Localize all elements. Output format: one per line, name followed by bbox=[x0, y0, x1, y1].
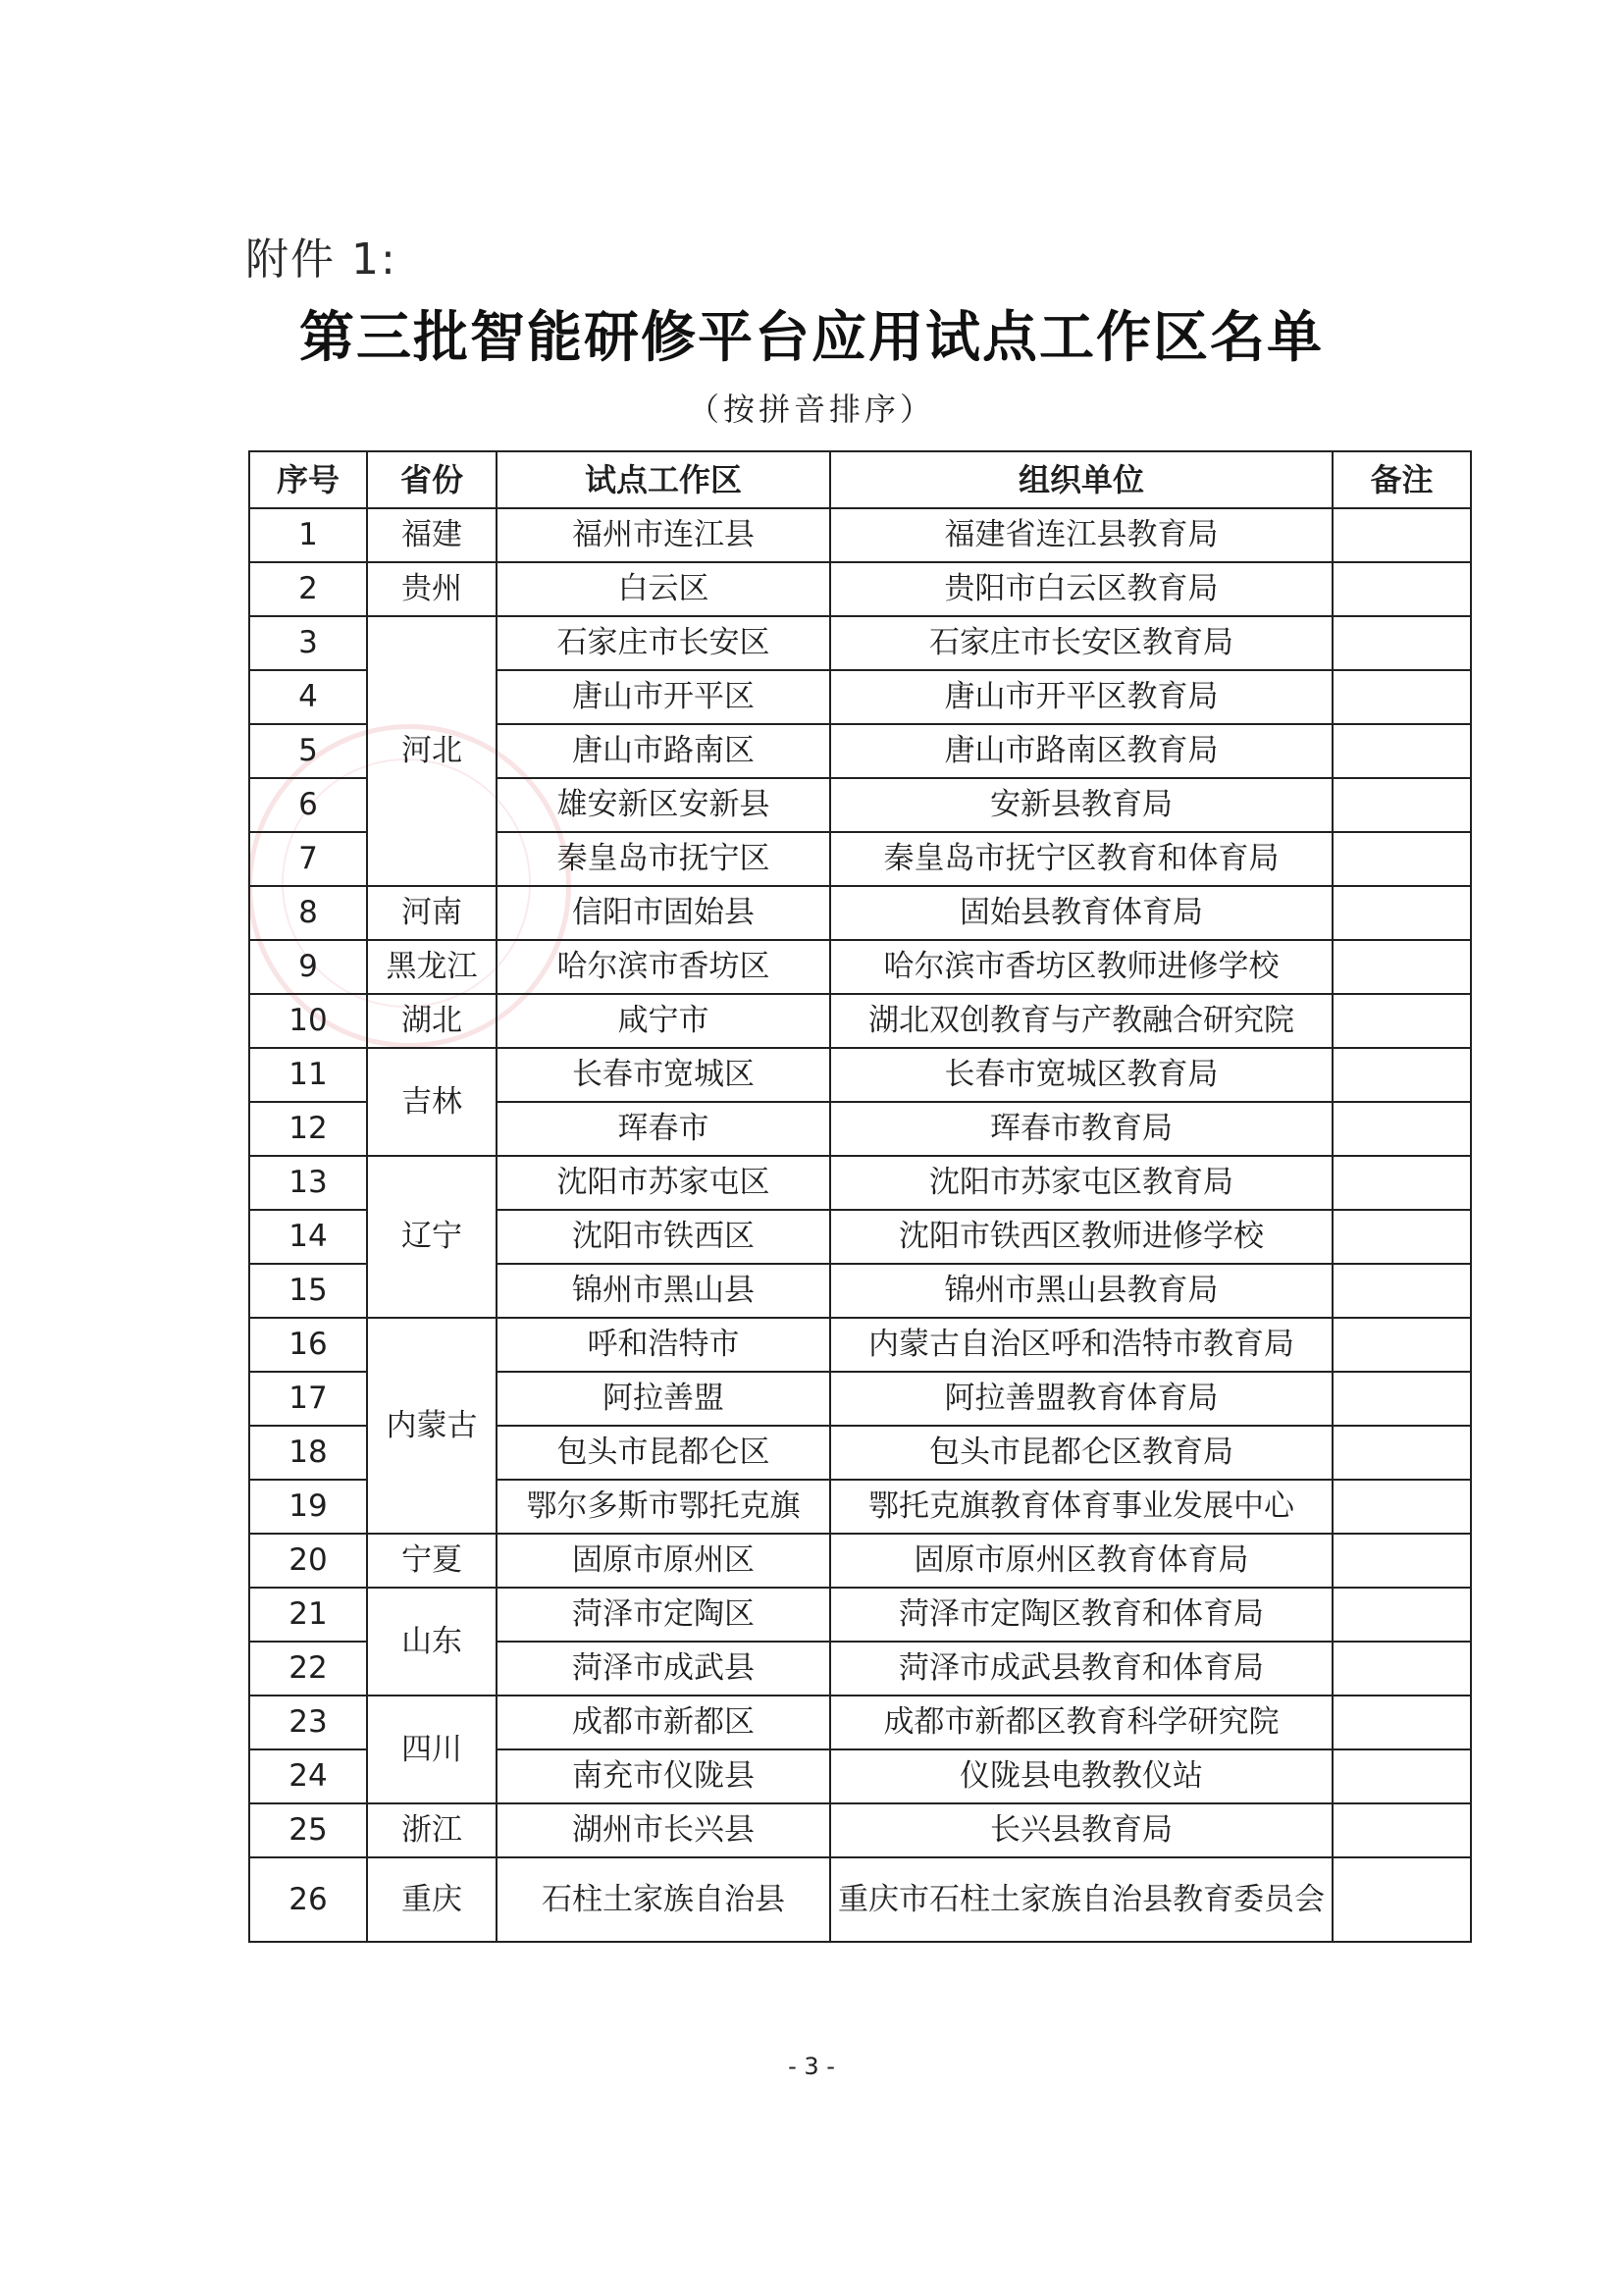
cell-area: 石家庄市长安区 bbox=[497, 616, 830, 670]
table-row bbox=[249, 1534, 1471, 1588]
cell-org: 固原市原州区教育体育局 bbox=[830, 1534, 1333, 1588]
table-row bbox=[249, 940, 1471, 994]
page-number: - 3 - bbox=[788, 2053, 835, 2080]
cell-province: 河南 bbox=[367, 886, 497, 940]
table-row bbox=[249, 994, 1471, 1048]
cell-area: 信阳市固始县 bbox=[497, 886, 830, 940]
table-row bbox=[249, 886, 1471, 940]
cell-area: 阿拉善盟 bbox=[497, 1372, 830, 1426]
cell-no: 5 bbox=[249, 724, 367, 778]
cell-no: 8 bbox=[249, 886, 367, 940]
table-row bbox=[249, 1803, 1471, 1857]
cell-org: 阿拉善盟教育体育局 bbox=[830, 1372, 1333, 1426]
table-row bbox=[249, 508, 1471, 562]
cell-note bbox=[1333, 1156, 1471, 1210]
table-row bbox=[249, 562, 1471, 616]
cell-province: 宁夏 bbox=[367, 1534, 497, 1588]
cell-org: 鄂托克旗教育体育事业发展中心 bbox=[830, 1480, 1333, 1534]
cell-note bbox=[1333, 832, 1471, 886]
cell-org: 内蒙古自治区呼和浩特市教育局 bbox=[830, 1318, 1333, 1372]
header-org: 组织单位 bbox=[830, 451, 1333, 508]
cell-no: 15 bbox=[249, 1264, 367, 1318]
cell-no: 25 bbox=[249, 1803, 367, 1857]
cell-no: 18 bbox=[249, 1426, 367, 1480]
cell-no: 6 bbox=[249, 778, 367, 832]
cell-note bbox=[1333, 778, 1471, 832]
page-title: 第三批智能研修平台应用试点工作区名单 bbox=[299, 306, 1324, 370]
cell-org: 哈尔滨市香坊区教师进修学校 bbox=[830, 940, 1333, 994]
cell-area: 菏泽市成武县 bbox=[497, 1642, 830, 1696]
cell-note bbox=[1333, 1264, 1471, 1318]
cell-no: 13 bbox=[249, 1156, 367, 1210]
cell-note bbox=[1333, 886, 1471, 940]
table-header-row bbox=[249, 451, 1471, 508]
cell-org: 安新县教育局 bbox=[830, 778, 1333, 832]
cell-org: 菏泽市定陶区教育和体育局 bbox=[830, 1588, 1333, 1642]
cell-note bbox=[1333, 1534, 1471, 1588]
cell-area: 成都市新都区 bbox=[497, 1696, 830, 1749]
cell-note bbox=[1333, 562, 1471, 616]
cell-area: 唐山市路南区 bbox=[497, 724, 830, 778]
cell-note bbox=[1333, 1642, 1471, 1696]
cell-org: 固始县教育体育局 bbox=[830, 886, 1333, 940]
cell-area: 咸宁市 bbox=[497, 994, 830, 1048]
cell-no: 24 bbox=[249, 1749, 367, 1803]
cell-no: 17 bbox=[249, 1372, 367, 1426]
cell-org: 长春市宽城区教育局 bbox=[830, 1048, 1333, 1102]
cell-note bbox=[1333, 1048, 1471, 1102]
cell-org: 沈阳市铁西区教师进修学校 bbox=[830, 1210, 1333, 1264]
cell-no: 22 bbox=[249, 1642, 367, 1696]
cell-org: 成都市新都区教育科学研究院 bbox=[830, 1696, 1333, 1749]
cell-org: 唐山市开平区教育局 bbox=[830, 670, 1333, 724]
cell-province: 福建 bbox=[367, 508, 497, 562]
table-row bbox=[249, 1588, 1471, 1642]
header-province: 省份 bbox=[367, 451, 497, 508]
cell-area: 固原市原州区 bbox=[497, 1534, 830, 1588]
cell-province: 四川 bbox=[367, 1696, 497, 1803]
cell-area: 珲春市 bbox=[497, 1102, 830, 1156]
cell-no: 19 bbox=[249, 1480, 367, 1534]
cell-no: 16 bbox=[249, 1318, 367, 1372]
cell-org: 湖北双创教育与产教融合研究院 bbox=[830, 994, 1333, 1048]
cell-no: 11 bbox=[249, 1048, 367, 1102]
cell-org: 包头市昆都仑区教育局 bbox=[830, 1426, 1333, 1480]
header-area: 试点工作区 bbox=[497, 451, 830, 508]
cell-no: 2 bbox=[249, 562, 367, 616]
cell-no: 1 bbox=[249, 508, 367, 562]
cell-no: 7 bbox=[249, 832, 367, 886]
cell-note bbox=[1333, 616, 1471, 670]
table-row bbox=[249, 1857, 1471, 1942]
table-row bbox=[249, 1318, 1471, 1372]
pilot-area-table bbox=[248, 450, 1472, 1943]
attachment-label: 附件 1: bbox=[245, 235, 397, 285]
cell-note bbox=[1333, 670, 1471, 724]
cell-no: 9 bbox=[249, 940, 367, 994]
cell-note bbox=[1333, 508, 1471, 562]
cell-org: 珲春市教育局 bbox=[830, 1102, 1333, 1156]
cell-org: 秦皇岛市抚宁区教育和体育局 bbox=[830, 832, 1333, 886]
cell-org: 长兴县教育局 bbox=[830, 1803, 1333, 1857]
cell-no: 12 bbox=[249, 1102, 367, 1156]
table-row bbox=[249, 616, 1471, 670]
cell-area: 白云区 bbox=[497, 562, 830, 616]
cell-province: 湖北 bbox=[367, 994, 497, 1048]
cell-province: 山东 bbox=[367, 1588, 497, 1696]
cell-area: 沈阳市铁西区 bbox=[497, 1210, 830, 1264]
cell-note bbox=[1333, 1372, 1471, 1426]
cell-org: 菏泽市成武县教育和体育局 bbox=[830, 1642, 1333, 1696]
cell-no: 23 bbox=[249, 1696, 367, 1749]
cell-note bbox=[1333, 1803, 1471, 1857]
cell-org: 重庆市石柱土家族自治县教育委员会 bbox=[830, 1857, 1333, 1942]
cell-org: 唐山市路南区教育局 bbox=[830, 724, 1333, 778]
cell-province: 浙江 bbox=[367, 1803, 497, 1857]
cell-area: 鄂尔多斯市鄂托克旗 bbox=[497, 1480, 830, 1534]
cell-org: 锦州市黑山县教育局 bbox=[830, 1264, 1333, 1318]
cell-area: 菏泽市定陶区 bbox=[497, 1588, 830, 1642]
cell-no: 4 bbox=[249, 670, 367, 724]
cell-no: 20 bbox=[249, 1534, 367, 1588]
header-no: 序号 bbox=[249, 451, 367, 508]
cell-area: 湖州市长兴县 bbox=[497, 1803, 830, 1857]
cell-no: 21 bbox=[249, 1588, 367, 1642]
cell-province: 河北 bbox=[367, 616, 497, 886]
cell-no: 26 bbox=[249, 1857, 367, 1942]
table-row bbox=[249, 1696, 1471, 1749]
cell-note bbox=[1333, 1749, 1471, 1803]
cell-province: 黑龙江 bbox=[367, 940, 497, 994]
cell-no: 14 bbox=[249, 1210, 367, 1264]
cell-area: 福州市连江县 bbox=[497, 508, 830, 562]
cell-note bbox=[1333, 1588, 1471, 1642]
cell-note bbox=[1333, 1857, 1471, 1942]
cell-org: 仪陇县电教教仪站 bbox=[830, 1749, 1333, 1803]
cell-note bbox=[1333, 940, 1471, 994]
cell-area: 包头市昆都仑区 bbox=[497, 1426, 830, 1480]
cell-org: 沈阳市苏家屯区教育局 bbox=[830, 1156, 1333, 1210]
cell-note bbox=[1333, 1210, 1471, 1264]
cell-area: 唐山市开平区 bbox=[497, 670, 830, 724]
cell-province: 吉林 bbox=[367, 1048, 497, 1156]
cell-note bbox=[1333, 1480, 1471, 1534]
cell-area: 南充市仪陇县 bbox=[497, 1749, 830, 1803]
cell-area: 哈尔滨市香坊区 bbox=[497, 940, 830, 994]
cell-note bbox=[1333, 1318, 1471, 1372]
cell-province: 内蒙古 bbox=[367, 1318, 497, 1534]
cell-note bbox=[1333, 1426, 1471, 1480]
cell-no: 10 bbox=[249, 994, 367, 1048]
page-subtitle: （按拼音排序） bbox=[687, 391, 935, 428]
cell-area: 呼和浩特市 bbox=[497, 1318, 830, 1372]
cell-org: 福建省连江县教育局 bbox=[830, 508, 1333, 562]
header-note: 备注 bbox=[1333, 451, 1471, 508]
cell-province: 重庆 bbox=[367, 1857, 497, 1942]
table-row bbox=[249, 1156, 1471, 1210]
cell-area: 锦州市黑山县 bbox=[497, 1264, 830, 1318]
cell-note bbox=[1333, 1696, 1471, 1749]
cell-note bbox=[1333, 1102, 1471, 1156]
cell-area: 雄安新区安新县 bbox=[497, 778, 830, 832]
cell-note bbox=[1333, 724, 1471, 778]
cell-province: 辽宁 bbox=[367, 1156, 497, 1318]
cell-org: 石家庄市长安区教育局 bbox=[830, 616, 1333, 670]
cell-area: 秦皇岛市抚宁区 bbox=[497, 832, 830, 886]
table-row bbox=[249, 1048, 1471, 1102]
cell-area: 石柱土家族自治县 bbox=[497, 1857, 830, 1942]
cell-area: 长春市宽城区 bbox=[497, 1048, 830, 1102]
cell-org: 贵阳市白云区教育局 bbox=[830, 562, 1333, 616]
cell-no: 3 bbox=[249, 616, 367, 670]
cell-province: 贵州 bbox=[367, 562, 497, 616]
cell-area: 沈阳市苏家屯区 bbox=[497, 1156, 830, 1210]
cell-note bbox=[1333, 994, 1471, 1048]
